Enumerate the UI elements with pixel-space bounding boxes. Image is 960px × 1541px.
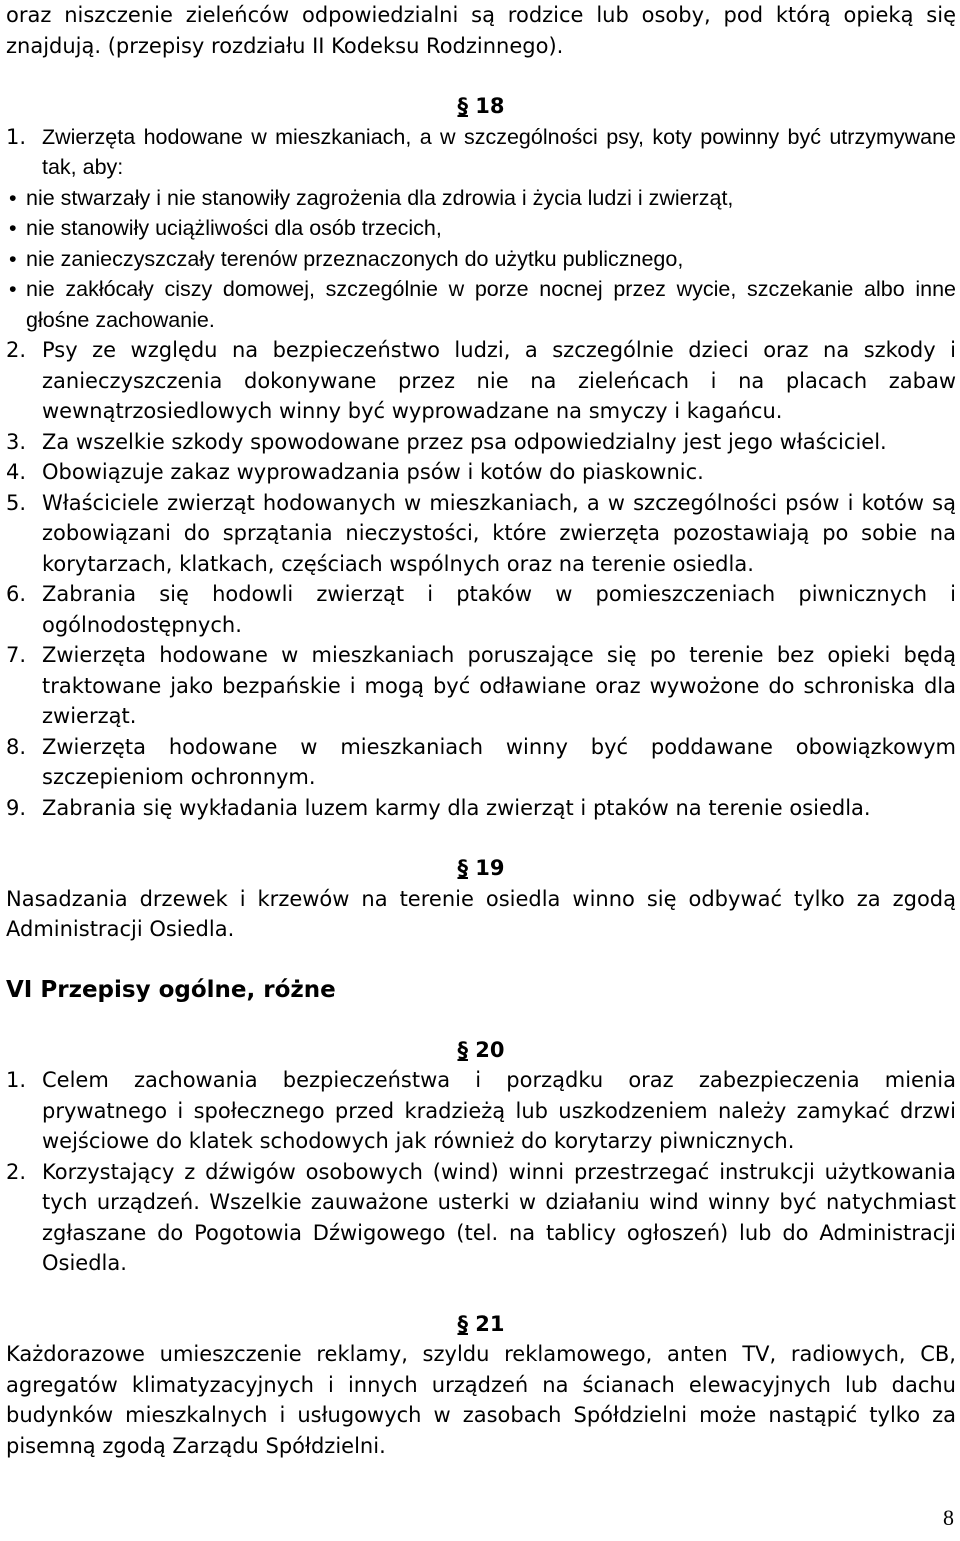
item-text: Celem zachowania bezpieczeństwa i porządku oraz zabezpieczenia mienia prywatnego i społecznego przed kradzieżą lub uszkodzeniem należy zamykać drzwi wejściowe do klatek schodowych jak również do korytarzy piwnicznych.	[42, 1068, 956, 1153]
section-sign-icon: §	[457, 856, 468, 880]
item-number: 2.	[6, 1159, 27, 1184]
section-18-list-cont	[6, 335, 956, 823]
section-18-item-5	[6, 488, 956, 580]
bullet-icon: •	[9, 185, 17, 210]
section-20-list	[6, 1065, 956, 1279]
section-18-heading	[6, 91, 956, 122]
bullet-text: nie zanieczyszczały terenów przeznaczonych do użytku publicznego,	[26, 246, 684, 271]
item-text: Zwierzęta hodowane w mieszkaniach, a w szczególności psy, koty powinny być utrzymywane tak, aby:	[42, 124, 956, 179]
section-18-item-8	[6, 732, 956, 793]
section-20-item-2	[6, 1157, 956, 1279]
bullet-icon: •	[9, 246, 17, 271]
section-18-item-9	[6, 793, 956, 824]
item-number: 3.	[6, 429, 27, 454]
section-18-bullets	[6, 183, 956, 336]
section-18-list	[6, 122, 956, 183]
section-19-heading	[6, 853, 956, 884]
item-number: 1.	[6, 124, 27, 149]
section-sign-icon: §	[457, 94, 468, 118]
item-text: Korzystający z dźwigów osobowych (wind) winni przestrzegać instrukcji użytkowania tych urządzeń. Wszelkie zauważone usterki w działaniu wind winny być natychmiast zgłaszane do Pogotowia Dźwigowego (tel. na tablicy ogłoszeń) lub do Administracji Osiedla.	[42, 1159, 956, 1275]
item-number: 7.	[6, 643, 27, 667]
item-text: Zwierzęta hodowane w mieszkaniach winny być poddawane obowiązkowym szczepieniom ochronnym.	[42, 734, 956, 789]
section-20-number: 20	[475, 1037, 505, 1062]
section-19-number: 19	[475, 856, 505, 880]
item-text: Za wszelkie szkody spowodowane przez psa odpowiedzialny jest jego właściciel.	[42, 429, 887, 454]
intro-paragraph: oraz niszczenie zieleńców odpowiedzialni są rodzice lub osoby, pod którą opieką się znajdują. (przepisy rozdziału II Kodeksu Rodzinnego).	[6, 3, 956, 58]
bullet-item	[6, 274, 956, 335]
bullet-item	[6, 213, 956, 244]
item-text: Psy ze względu na bezpieczeństwo ludzi, a szczególnie dzieci oraz na szkody i zanieczyszczenia dokonywane przez nie na zieleńcach i na placach zabaw wewnątrzosiedlowych winny być wyprowadzane na smyczy i kagańcu.	[42, 338, 956, 423]
section-18-number: 18	[475, 94, 505, 118]
item-number: 5.	[6, 490, 27, 515]
bullet-icon: •	[9, 216, 17, 240]
bullet-item	[6, 183, 956, 214]
section-18-item-6	[6, 579, 956, 640]
section-20-item-1	[6, 1065, 956, 1157]
item-number: 2.	[6, 338, 27, 362]
bullet-text: nie stwarzały i nie stanowiły zagrożenia dla zdrowia i życia ludzi i zwierząt,	[26, 185, 734, 210]
chapter-heading: VI Przepisy ogólne, różne	[6, 976, 336, 1003]
document-page	[6, 0, 956, 1461]
section-sign-icon: §	[457, 1311, 468, 1336]
item-text: Zwierzęta hodowane w mieszkaniach poruszające się po terenie bez opieki będą traktowane jako bezpańskie i mogą być odławiane oraz wywożone do schroniska dla zwierząt.	[42, 643, 956, 728]
section-21-heading	[6, 1309, 956, 1340]
section-21-number: 21	[475, 1311, 505, 1336]
section-18-item-2	[6, 335, 956, 427]
item-text: Zabrania się hodowli zwierząt i ptaków w pomieszczeniach piwnicznych i ogólnodostępnych.	[42, 582, 956, 637]
item-number: 4.	[6, 460, 27, 484]
item-number: 9.	[6, 795, 27, 820]
section-sign-icon: §	[457, 1037, 468, 1062]
bullet-text: nie zakłócały ciszy domowej, szczególnie w porze nocnej przez wycie, szczekanie albo inne głośne zachowanie.	[26, 277, 956, 332]
section-18-item-4	[6, 457, 956, 488]
item-number: 6.	[6, 582, 27, 606]
item-number: 1.	[6, 1068, 27, 1092]
section-18-item-3	[6, 427, 956, 458]
section-21-paragraph: Każdorazowe umieszczenie reklamy, szyldu reklamowego, anten TV, radiowych, CB, agregatów klimatyzacyjnych i innych urządzeń na ścianach elewacyjnych lub dachu budynków mieszkalnych i usługowych w zasobach Spółdzielni może nastąpić tylko za pisemną zgodą Zarządu Spółdzielni.	[6, 1342, 956, 1458]
section-20-heading	[6, 1035, 956, 1066]
section-18-item-7	[6, 640, 956, 732]
item-text: Obowiązuje zakaz wyprowadzania psów i kotów do piaskownic.	[42, 460, 704, 484]
item-text: Zabrania się wykładania luzem karmy dla zwierząt i ptaków na terenie osiedla.	[42, 795, 871, 820]
item-text: Właściciele zwierząt hodowanych w mieszkaniach, a w szczególności psów i kotów są zobowiązani do sprzątania nieczystości, które zwierzęta pozostawiają po sobie na korytarzach, klatkach, częściach wspólnych oraz na terenie osiedla.	[42, 490, 956, 576]
item-number: 8.	[6, 734, 27, 759]
section-18-item-1	[6, 122, 956, 183]
page-number: 8	[943, 1504, 954, 1530]
bullet-item	[6, 244, 956, 275]
bullet-icon: •	[9, 277, 17, 301]
section-19-paragraph: Nasadzania drzewek i krzewów na terenie osiedla winno się odbywać tylko za zgodą Administracji Osiedla.	[6, 886, 956, 941]
bullet-text: nie stanowiły uciążliwości dla osób trzecich,	[26, 216, 442, 240]
